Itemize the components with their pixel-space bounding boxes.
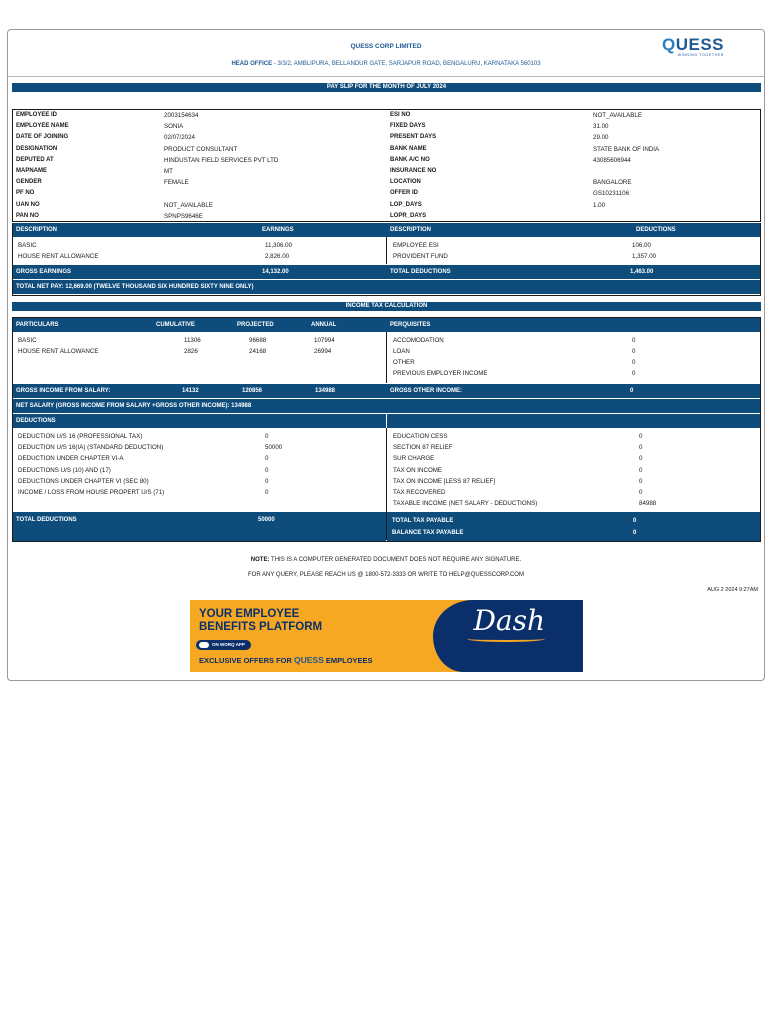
employee-field-label: PF NO <box>16 190 35 197</box>
deduction-row-name: DEDUCTION U/S 16 (PROFESSIONAL TAX) <box>18 433 143 440</box>
gross-earnings-label: GROSS EARNINGS <box>16 269 72 275</box>
offer-after: EMPLOYEES <box>323 656 373 665</box>
worq-logo-icon <box>199 642 209 648</box>
perq-val-1: 0 <box>632 348 636 355</box>
total-deductions-label: TOTAL DEDUCTIONS <box>390 269 451 275</box>
employee-field-label: FIXED DAYS <box>390 123 426 130</box>
employee-field-value: HINDUSTAN FIELD SERVICES PVT LTD <box>164 156 279 164</box>
tax-row-value: 0 <box>639 477 643 485</box>
perq-name-0: ACCOMODATION <box>393 337 444 344</box>
quess-logo <box>662 37 724 57</box>
employee-field-label: GENDER <box>16 179 42 186</box>
employee-field-value: SPNPS9646E <box>164 212 203 220</box>
logo-tagline: WINNING TOGETHER <box>677 53 724 57</box>
particular-ann-1: 26994 <box>314 348 332 355</box>
deduction-desc-1: PROVIDENT FUND <box>393 253 448 260</box>
deduction-row-value: 0 <box>265 489 269 496</box>
payslip-title-bar <box>12 83 761 92</box>
tax-row-value: 0 <box>639 444 643 452</box>
gross-income-row <box>13 384 760 398</box>
net-pay: TOTAL NET PAY: 12,669.00 (TWELVE THOUSAND SIX HUNDRED SIXTY NINE ONLY) <box>16 284 254 290</box>
employee-field-value: SONIA <box>164 123 184 131</box>
gross-income-label: GROSS INCOME FROM SALARY: <box>16 388 111 394</box>
particular-name-0: BASIC <box>18 337 37 344</box>
pill-text: ON WORQ APP <box>212 642 245 647</box>
employee-field-label: DESIGNATION <box>16 145 58 152</box>
deduction-row-name: INCOME / LOSS FROM HOUSE PROPERT U/S (71) <box>18 489 165 496</box>
employee-field-label: BANK NAME <box>390 145 427 152</box>
employee-field-value: STATE BANK OF INDIA <box>593 145 660 153</box>
deduction-row-value: 0 <box>265 455 269 463</box>
deduction-row-value: 0 <box>265 433 269 440</box>
deduction-row-name: DEDUCTION UNDER CHAPTER VI-A <box>18 455 124 463</box>
employee-field-label: ESI NO <box>390 112 411 118</box>
employee-field-label: EMPLOYEE ID <box>16 112 58 118</box>
col-divider <box>386 332 387 383</box>
tax-payable-block <box>387 512 760 541</box>
deduction-amt-1: 1,357.00 <box>632 253 657 260</box>
net-pay-row <box>13 280 760 294</box>
tax-row-name: EDUCATION CESS <box>393 433 448 440</box>
perq-val-2: 0 <box>632 359 636 366</box>
tax-total-deductions-label: TOTAL DEDUCTIONS <box>16 517 77 523</box>
employee-field-value: NOT_AVAILABLE <box>593 112 642 119</box>
logo-q: Q <box>661 35 676 54</box>
employee-field-value: 02/07/2024 <box>164 134 195 142</box>
employee-field-label: DATE OF JOINING <box>16 134 69 141</box>
income-tax-table <box>12 317 761 542</box>
tax-header-row <box>387 414 760 428</box>
deduction-desc-0: EMPLOYEE ESI <box>393 242 439 249</box>
total-tax-payable-label: TOTAL TAX PAYABLE <box>392 518 454 524</box>
gross-other-income-value: 0 <box>630 388 634 394</box>
employee-field-label: PRESENT DAYS <box>390 134 437 141</box>
total-deductions-value: 1,463.00 <box>630 269 654 275</box>
tax-row-value: 84988 <box>639 500 657 508</box>
payslip-title: PAY SLIP FOR THE MONTH OF JULY 2024 <box>326 84 447 90</box>
dash-swoosh-icon <box>467 636 545 642</box>
query-line: FOR ANY QUERY, PLEASE REACH US @ 1800-572-3333 OR WRITE TO HELP@QUESSCORP.COM <box>248 572 524 578</box>
earning-amt-0: 11,306.00 <box>265 242 293 249</box>
totals-row <box>13 265 760 279</box>
gross-income-cum: 14132 <box>182 388 199 394</box>
balance-tax-payable-value: 0 <box>633 530 637 536</box>
particulars-header-row <box>13 318 760 332</box>
head-office-address <box>8 61 764 67</box>
employee-field-value: NOT_AVAILABLE <box>164 201 213 209</box>
employee-field-label: INSURANCE NO <box>390 168 437 174</box>
particular-cum-0: 11306 <box>184 337 201 344</box>
tax-row-name: SECTION 87 RELIEF <box>393 444 453 452</box>
balance-tax-payable-label: BALANCE TAX PAYABLE <box>392 530 464 536</box>
perq-val-3: 0 <box>632 370 636 377</box>
employee-field-value: 2003154634 <box>164 112 199 119</box>
note-label: NOTE: <box>250 557 270 563</box>
tax-row-value: 0 <box>639 466 643 474</box>
generated-timestamp: AUG 2 2024 9:27AM <box>707 587 758 593</box>
particular-proj-0: 96688 <box>249 337 267 344</box>
tax-row-name: SUR CHARGE <box>393 455 435 463</box>
note-line <box>8 557 764 563</box>
gross-earnings-value: 14,132.00 <box>262 269 289 275</box>
employee-field-label: PAN NO <box>16 212 39 219</box>
employee-field-value: FEMALE <box>164 179 189 187</box>
banner-headline <box>199 608 322 634</box>
perq-name-1: LOAN <box>393 348 410 355</box>
particular-name-1: HOUSE RENT ALLOWANCE <box>18 348 99 355</box>
address-text: - 3/3/2, AMBLIPURA, BELLANDUR GATE, SARJAPUR ROAD, BENGALURU, KARNATAKA 560103 <box>272 61 541 67</box>
employee-field-value: BANGALORE <box>593 179 632 187</box>
earning-desc-0: BASIC <box>18 242 37 249</box>
employee-field-label: LOCATION <box>390 179 421 186</box>
tax-row-value: 0 <box>639 433 643 440</box>
deduction-row-name: DEDUCTIONS U/S (10) AND (17) <box>18 466 111 474</box>
gross-income-proj: 120856 <box>242 388 263 394</box>
col-cumulative: CUMULATIVE <box>156 322 195 328</box>
dash-promo-banner[interactable] <box>190 600 583 672</box>
employee-field-value: 43085606944 <box>593 156 631 164</box>
deductions-header-row <box>13 414 386 428</box>
employee-details <box>12 109 761 222</box>
net-salary: NET SALARY (GROSS INCOME FROM SALARY +GROSS OTHER INCOME): 134988 <box>16 403 252 409</box>
note-text: THIS IS A COMPUTER GENERATED DOCUMENT DOES NOT REQUIRE ANY SIGNATURE. <box>269 557 522 563</box>
deductions-header: DEDUCTIONS <box>16 418 56 424</box>
tax-row-name: TAX ON INCOME [LESS 87 RELIEF] <box>393 477 496 485</box>
perq-val-0: 0 <box>632 337 636 344</box>
deduction-row-value: 50000 <box>265 444 283 452</box>
employee-field-label: BANK A/C NO <box>390 156 430 163</box>
earnings-header-row <box>13 223 760 237</box>
employee-field-value: 1.00 <box>593 201 606 209</box>
earning-desc-1: HOUSE RENT ALLOWANCE <box>18 253 99 260</box>
tax-row-name: TAX RECOVERED <box>393 489 446 496</box>
col-divider <box>386 237 387 264</box>
earnings-col-desc: DESCRIPTION <box>16 227 58 233</box>
earnings-col-amt: EARNINGS <box>262 227 294 233</box>
worq-app-pill <box>196 640 251 650</box>
tax-total-deductions-value: 50000 <box>258 517 275 523</box>
gross-other-income-label: GROSS OTHER INCOME: <box>390 388 463 394</box>
employee-field-label: OFFER ID <box>390 190 418 197</box>
banner-line-2: BENEFITS PLATFORM <box>199 621 323 633</box>
particular-ann-0: 107994 <box>314 337 335 344</box>
col-projected: PROJECTED <box>237 322 274 328</box>
banner-offer-text <box>199 655 373 665</box>
perq-name-3: PREVIOUS EMPLOYER INCOME <box>393 370 488 377</box>
deduction-row-name: DEDUCTION U/S 16(IA) (STANDARD DEDUCTION) <box>18 444 164 452</box>
earnings-deductions-table <box>12 223 761 296</box>
payslip-document <box>7 29 765 681</box>
deductions-col-desc: DESCRIPTION <box>390 227 432 233</box>
total-tax-payable-value: 0 <box>633 518 637 524</box>
employee-field-label: LOP_DAYS <box>390 201 422 208</box>
employee-field-value: PRODUCT CONSULTANT <box>164 145 238 153</box>
tax-row-name: TAXABLE INCOME (NET SALARY - DEDUCTIONS) <box>393 500 538 508</box>
particular-cum-1: 2826 <box>184 348 198 355</box>
employee-field-value: MT <box>164 168 173 175</box>
perq-name-2: OTHER <box>393 359 415 366</box>
net-salary-row <box>13 399 760 413</box>
col-particulars: PARTICULARS <box>16 322 59 328</box>
address-label: HEAD OFFICE <box>231 61 273 67</box>
employee-field-value: GS10231106 <box>593 190 630 198</box>
deduction-row-value: 0 <box>265 466 269 474</box>
employee-field-value: 31.00 <box>593 123 609 131</box>
total-deductions-row <box>13 512 386 541</box>
tax-row-name: TAX ON INCOME <box>393 466 443 474</box>
company-name: QUESS CORP LIMITED <box>350 43 422 50</box>
payslip-header <box>8 30 764 77</box>
employee-field-value: 29.00 <box>593 134 609 142</box>
deduction-row-value: 0 <box>265 477 269 485</box>
col-perquisites: PERQUISITES <box>390 322 431 328</box>
employee-field-label: MAPNAME <box>16 168 47 174</box>
earning-amt-1: 2,826.00 <box>265 253 290 260</box>
deduction-amt-0: 106.00 <box>632 242 651 249</box>
deduction-row-name: DEDUCTIONS UNDER CHAPTER VI (SEC 80) <box>18 477 149 485</box>
employee-field-label: UAN NO <box>16 201 40 208</box>
tax-row-value: 0 <box>639 489 643 496</box>
income-tax-title: INCOME TAX CALCULATION <box>345 303 428 309</box>
offer-brand: QUESS <box>294 655 324 665</box>
employee-field-label: DEPUTED AT <box>16 156 54 163</box>
banner-line-1: YOUR EMPLOYEE <box>199 608 300 620</box>
income-tax-title-bar <box>12 302 761 311</box>
employee-field-label: EMPLOYEE NAME <box>16 123 69 130</box>
employee-field-label: LOPR_DAYS <box>390 212 427 219</box>
gross-income-ann: 134988 <box>315 388 336 394</box>
offer-before: EXCLUSIVE OFFERS FOR <box>199 656 295 665</box>
col-annual: ANNUAL <box>311 322 337 328</box>
logo-rest: UESS <box>675 35 724 54</box>
tax-row-value: 0 <box>639 455 643 463</box>
dash-logo-text: Dash <box>473 604 545 637</box>
particular-proj-1: 24168 <box>249 348 267 355</box>
deductions-col-amt: DEDUCTIONS <box>636 227 676 233</box>
